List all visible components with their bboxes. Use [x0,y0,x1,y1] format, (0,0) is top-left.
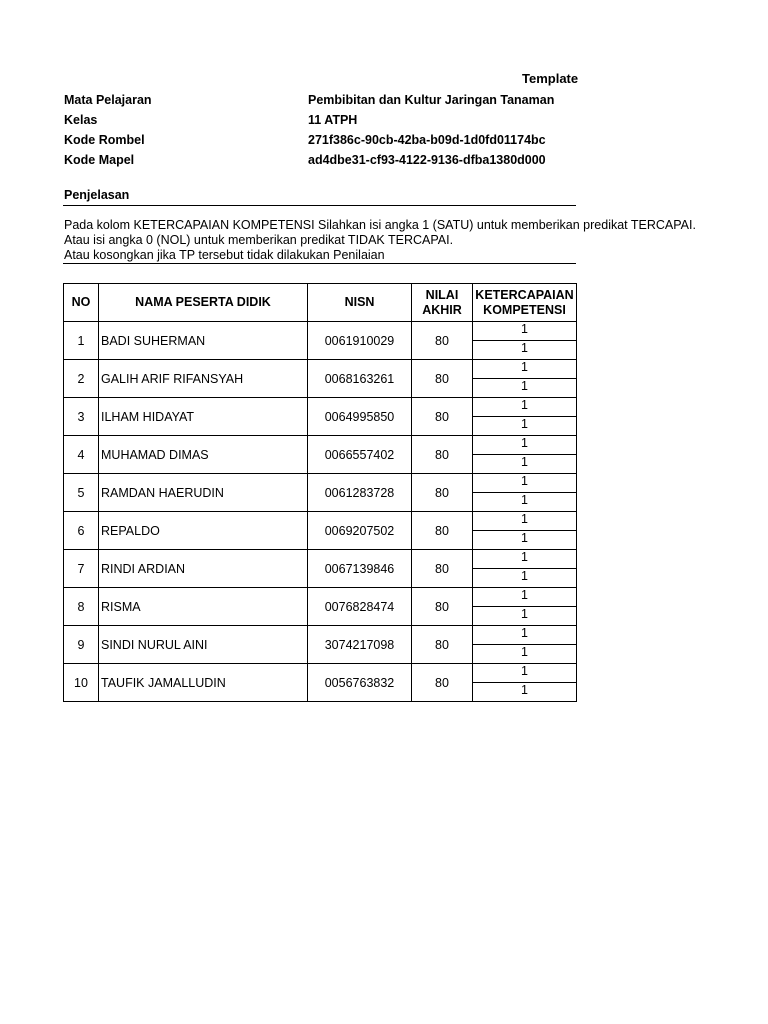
cell-nilai[interactable]: 80 [412,626,473,664]
cell-nilai[interactable]: 80 [412,436,473,474]
cell-nisn[interactable]: 0069207502 [308,512,412,550]
cell-komp[interactable]: 1 [473,512,577,531]
cell-name[interactable]: TAUFIK JAMALLUDIN [99,664,308,702]
cell-komp[interactable]: 1 [473,379,577,398]
cell-komp[interactable]: 1 [473,588,577,607]
cell-komp[interactable]: 1 [473,474,577,493]
cell-nisn[interactable]: 0061910029 [308,322,412,360]
meta-label: Mata Pelajaran [64,93,152,107]
table-row [64,512,577,531]
template-title: Template [522,71,579,86]
cell-nilai[interactable]: 80 [412,474,473,512]
cell-nisn[interactable]: 3074217098 [308,626,412,664]
cell-no[interactable]: 1 [64,322,99,360]
table-row [64,360,577,379]
penjelasan-note[interactable] [63,205,696,264]
meta-value[interactable]: Pembibitan dan Kultur Jaringan Tanaman [308,93,555,107]
table-row [64,626,577,645]
note-line: Atau kosongkan jika TP tersebut tidak dilakukan Penilaian [64,248,385,262]
cell-nilai[interactable]: 80 [412,398,473,436]
cell-name[interactable]: ILHAM HIDAYAT [99,398,308,436]
cell-name[interactable]: SINDI NURUL AINI [99,626,308,664]
meta-row-kode-rombel [64,130,764,150]
table-row [64,550,577,569]
cell-komp[interactable]: 1 [473,341,577,360]
meta-row-kelas [64,110,764,130]
table-row [64,436,577,455]
cell-no[interactable]: 4 [64,436,99,474]
cell-komp[interactable]: 1 [473,417,577,436]
header-nama: NAMA PESERTA DIDIK [99,284,308,322]
cell-nilai[interactable]: 80 [412,322,473,360]
cell-komp[interactable]: 1 [473,531,577,550]
cell-name[interactable]: RAMDAN HAERUDIN [99,474,308,512]
cell-name[interactable]: RISMA [99,588,308,626]
cell-komp[interactable]: 1 [473,664,577,683]
cell-nilai[interactable]: 80 [412,664,473,702]
table-body [64,322,577,702]
table-header-row [64,284,577,322]
header-nisn: NISN [308,284,412,322]
cell-nisn[interactable]: 0067139846 [308,550,412,588]
table-row [64,322,577,341]
cell-nilai[interactable]: 80 [412,512,473,550]
cell-no[interactable]: 10 [64,664,99,702]
cell-komp[interactable]: 1 [473,550,577,569]
cell-no[interactable]: 2 [64,360,99,398]
header-ketercapaian [473,284,577,322]
meta-row-mata-pelajaran [64,90,764,110]
cell-komp[interactable]: 1 [473,360,577,379]
cell-nisn[interactable]: 0068163261 [308,360,412,398]
table-row [64,474,577,493]
header-nilai-akhir [412,284,473,322]
cell-nisn[interactable]: 0076828474 [308,588,412,626]
cell-komp[interactable]: 1 [473,322,577,341]
cell-name[interactable]: BADI SUHERMAN [99,322,308,360]
cell-nisn[interactable]: 0066557402 [308,436,412,474]
cell-no[interactable]: 7 [64,550,99,588]
cell-komp[interactable]: 1 [473,436,577,455]
cell-komp[interactable]: 1 [473,493,577,512]
cell-no[interactable]: 5 [64,474,99,512]
cell-nilai[interactable]: 80 [412,588,473,626]
meta-value[interactable]: ad4dbe31-cf93-4122-9136-dfba1380d000 [308,153,546,167]
cell-nisn[interactable]: 0064995850 [308,398,412,436]
table-row [64,588,577,607]
cell-komp[interactable]: 1 [473,645,577,664]
cell-name[interactable]: RINDI ARDIAN [99,550,308,588]
header-nilai-line1: NILAI [425,287,459,302]
cell-no[interactable]: 8 [64,588,99,626]
cell-name[interactable]: REPALDO [99,512,308,550]
header-no: NO [64,284,99,322]
cell-nilai[interactable]: 80 [412,360,473,398]
meta-label: Kelas [64,113,98,127]
header-komp-line1: KETERCAPAIAN [475,287,574,302]
student-table [63,283,577,702]
cell-komp[interactable]: 1 [473,569,577,588]
header-komp-line2: KOMPETENSI [483,302,566,317]
cell-no[interactable]: 6 [64,512,99,550]
cell-nisn[interactable]: 0061283728 [308,474,412,512]
cell-no[interactable]: 9 [64,626,99,664]
penjelasan-heading: Penjelasan [64,188,130,202]
cell-komp[interactable]: 1 [473,455,577,474]
meta-label: Kode Mapel [64,153,135,167]
cell-no[interactable]: 3 [64,398,99,436]
cell-komp[interactable]: 1 [473,398,577,417]
header-nilai-line2: AKHIR [422,302,462,317]
meta-value[interactable]: 271f386c-90cb-42ba-b09d-1d0fd01174bc [308,133,546,147]
cell-komp[interactable]: 1 [473,607,577,626]
table-row [64,664,577,683]
cell-komp[interactable]: 1 [473,683,577,702]
cell-name[interactable]: GALIH ARIF RIFANSYAH [99,360,308,398]
note-line: Atau isi angka 0 (NOL) untuk memberikan predikat TIDAK TERCAPAI. [64,233,454,247]
meta-value[interactable]: 11 ATPH [308,113,358,127]
cell-name[interactable]: MUHAMAD DIMAS [99,436,308,474]
cell-komp[interactable]: 1 [473,626,577,645]
cell-nilai[interactable]: 80 [412,550,473,588]
meta-label: Kode Rombel [64,133,145,147]
meta-row-kode-mapel [64,150,764,170]
table-row [64,398,577,417]
cell-nisn[interactable]: 0056763832 [308,664,412,702]
meta-block [64,90,764,170]
note-line: Pada kolom KETERCAPAIAN KOMPETENSI Silahkan isi angka 1 (SATU) untuk memberikan predikat TERCAPAI. [64,218,696,232]
